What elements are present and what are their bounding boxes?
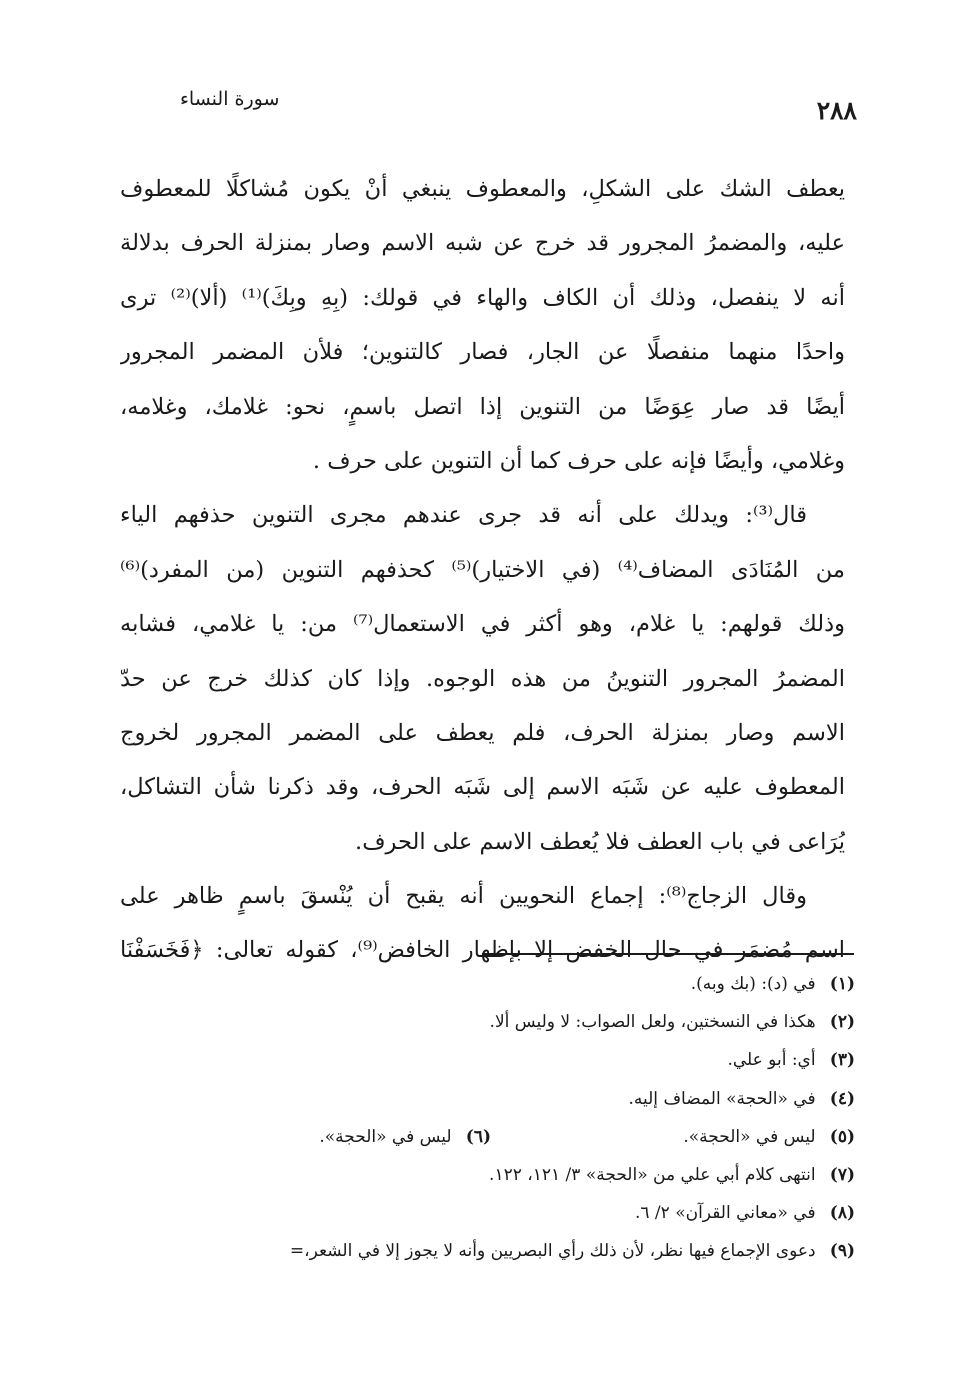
footnote-number: (٣)	[829, 1050, 855, 1071]
text-line: وقال الزجاج⁽⁸⁾: إجماع النحويين أنه يقبح أن يُنْسقَ باسمٍ ظاهر على	[120, 883, 807, 910]
text-line: أيضًا قد صار عِوَضًا من التنوين إذا اتصل باسمٍ، نحو: غلامك، وغلامه،	[120, 393, 845, 420]
text-line: عليه، والمضمرُ المجرور قد خرج عن شبه الاسم وصار بمنزلة الحرف بدلالة	[120, 230, 845, 257]
text-line: وغلامي، وأيضًا فإنه على حرف كما أن التنوين على حرف .	[312, 447, 845, 474]
footnote-text: في «الحجة» المضاف إليه.	[628, 1088, 816, 1109]
footnote-text: في «معاني القرآن» ٢/ ٦.	[634, 1203, 816, 1224]
text-line: اسم مُضمَر في حال الخفض إلا بإظهار الخافض⁽⁹⁾، كقوله تعالى: ﴿فَخَسَفْنَا	[120, 937, 845, 964]
footnote-pair	[120, 1118, 855, 1156]
footnote	[120, 1194, 855, 1232]
text-line: واحدًا منهما منفصلًا عن الجار، فصار كالتنوين؛ فلأن المضمر المجرور	[120, 339, 845, 366]
footnote-number: (٢)	[829, 1012, 855, 1033]
text-line: الاسم وصار بمنزلة الحرف، فلم يعطف على المضمر المجرور لخروج	[120, 719, 845, 746]
footnote-text: ليس في «الحجة».	[683, 1126, 816, 1147]
text-line: المضمرُ المجرور التنوينُ من هذه الوجوه. وإذا كان كذلك خرج عن حدّ	[120, 665, 845, 692]
footnote-text: دعوى الإجماع فيها نظر، لأن ذلك رأي البصريين وأنه لا يجوز إلا في الشعر،=	[289, 1241, 816, 1262]
footnote-number: (٧)	[829, 1164, 855, 1185]
main-text	[120, 162, 845, 978]
footnote-number: (٤)	[829, 1088, 855, 1109]
footnote-number: (٩)	[829, 1241, 855, 1262]
footnote	[120, 1003, 855, 1041]
text-line: يعطف الشك على الشكلِ، والمعطوف ينبغي أنْ يكون مُشاكلًا للمعطوف	[120, 176, 845, 202]
footnote-text: هكذا في النسختين، ولعل الصواب: لا وليس ألا.	[489, 1012, 816, 1033]
footnote	[491, 1118, 855, 1156]
footnote	[120, 1041, 855, 1079]
footnote-divider	[482, 953, 854, 955]
footnote-text: انتهى كلام أبي علي من «الحجة» ٣/ ١٢١، ١٢٢.	[489, 1164, 816, 1185]
text-line: يُرَاعى في باب العطف فلا يُعطف الاسم على الحرف.	[355, 828, 845, 855]
footnote	[120, 965, 855, 1003]
footnote	[120, 1080, 855, 1118]
footnote-text: في (د): (بك وبه).	[690, 974, 816, 994]
footnote-number: (٥)	[829, 1126, 855, 1147]
text-line: وذلك قولهم: يا غلام، وهو أكثر في الاستعمال⁽⁷⁾ من: يا غلامي، فشابه	[120, 611, 845, 638]
page-header	[118, 88, 857, 128]
footnotes	[120, 965, 855, 1271]
text-line: المعطوف عليه عن شَبَه الاسم إلى شَبَه الحرف، وقد ذكرنا شأن التشاكل،	[120, 774, 845, 801]
text-line: أنه لا ينفصل، وذلك أن الكاف والهاء في قولك: (بِهِ وبِكَ)⁽¹⁾ (ألا)⁽²⁾ ترى	[120, 284, 845, 311]
page-number: ٢٨٨	[816, 96, 857, 125]
text-line: من المُنَادَى المضاف⁽⁴⁾ (في الاختيار)⁽⁵⁾ كحذفهم التنوين (من المفرد)⁽⁶⁾	[120, 556, 845, 583]
footnote-text: أي: أبو علي.	[727, 1050, 816, 1071]
text-line: قال⁽³⁾: ويدلك على أنه قد جرى عندهم مجرى التنوين حذفهم الياء	[120, 502, 807, 529]
footnote	[127, 1118, 491, 1156]
footnote-number: (١)	[829, 974, 855, 994]
footnote	[120, 1156, 855, 1194]
footnote-text: ليس في «الحجة».	[319, 1126, 452, 1147]
footnote-number: (٨)	[829, 1203, 855, 1224]
footnote	[120, 1232, 855, 1270]
footnote-number: (٦)	[465, 1126, 491, 1147]
chapter-title: سورة النساء	[180, 88, 280, 110]
